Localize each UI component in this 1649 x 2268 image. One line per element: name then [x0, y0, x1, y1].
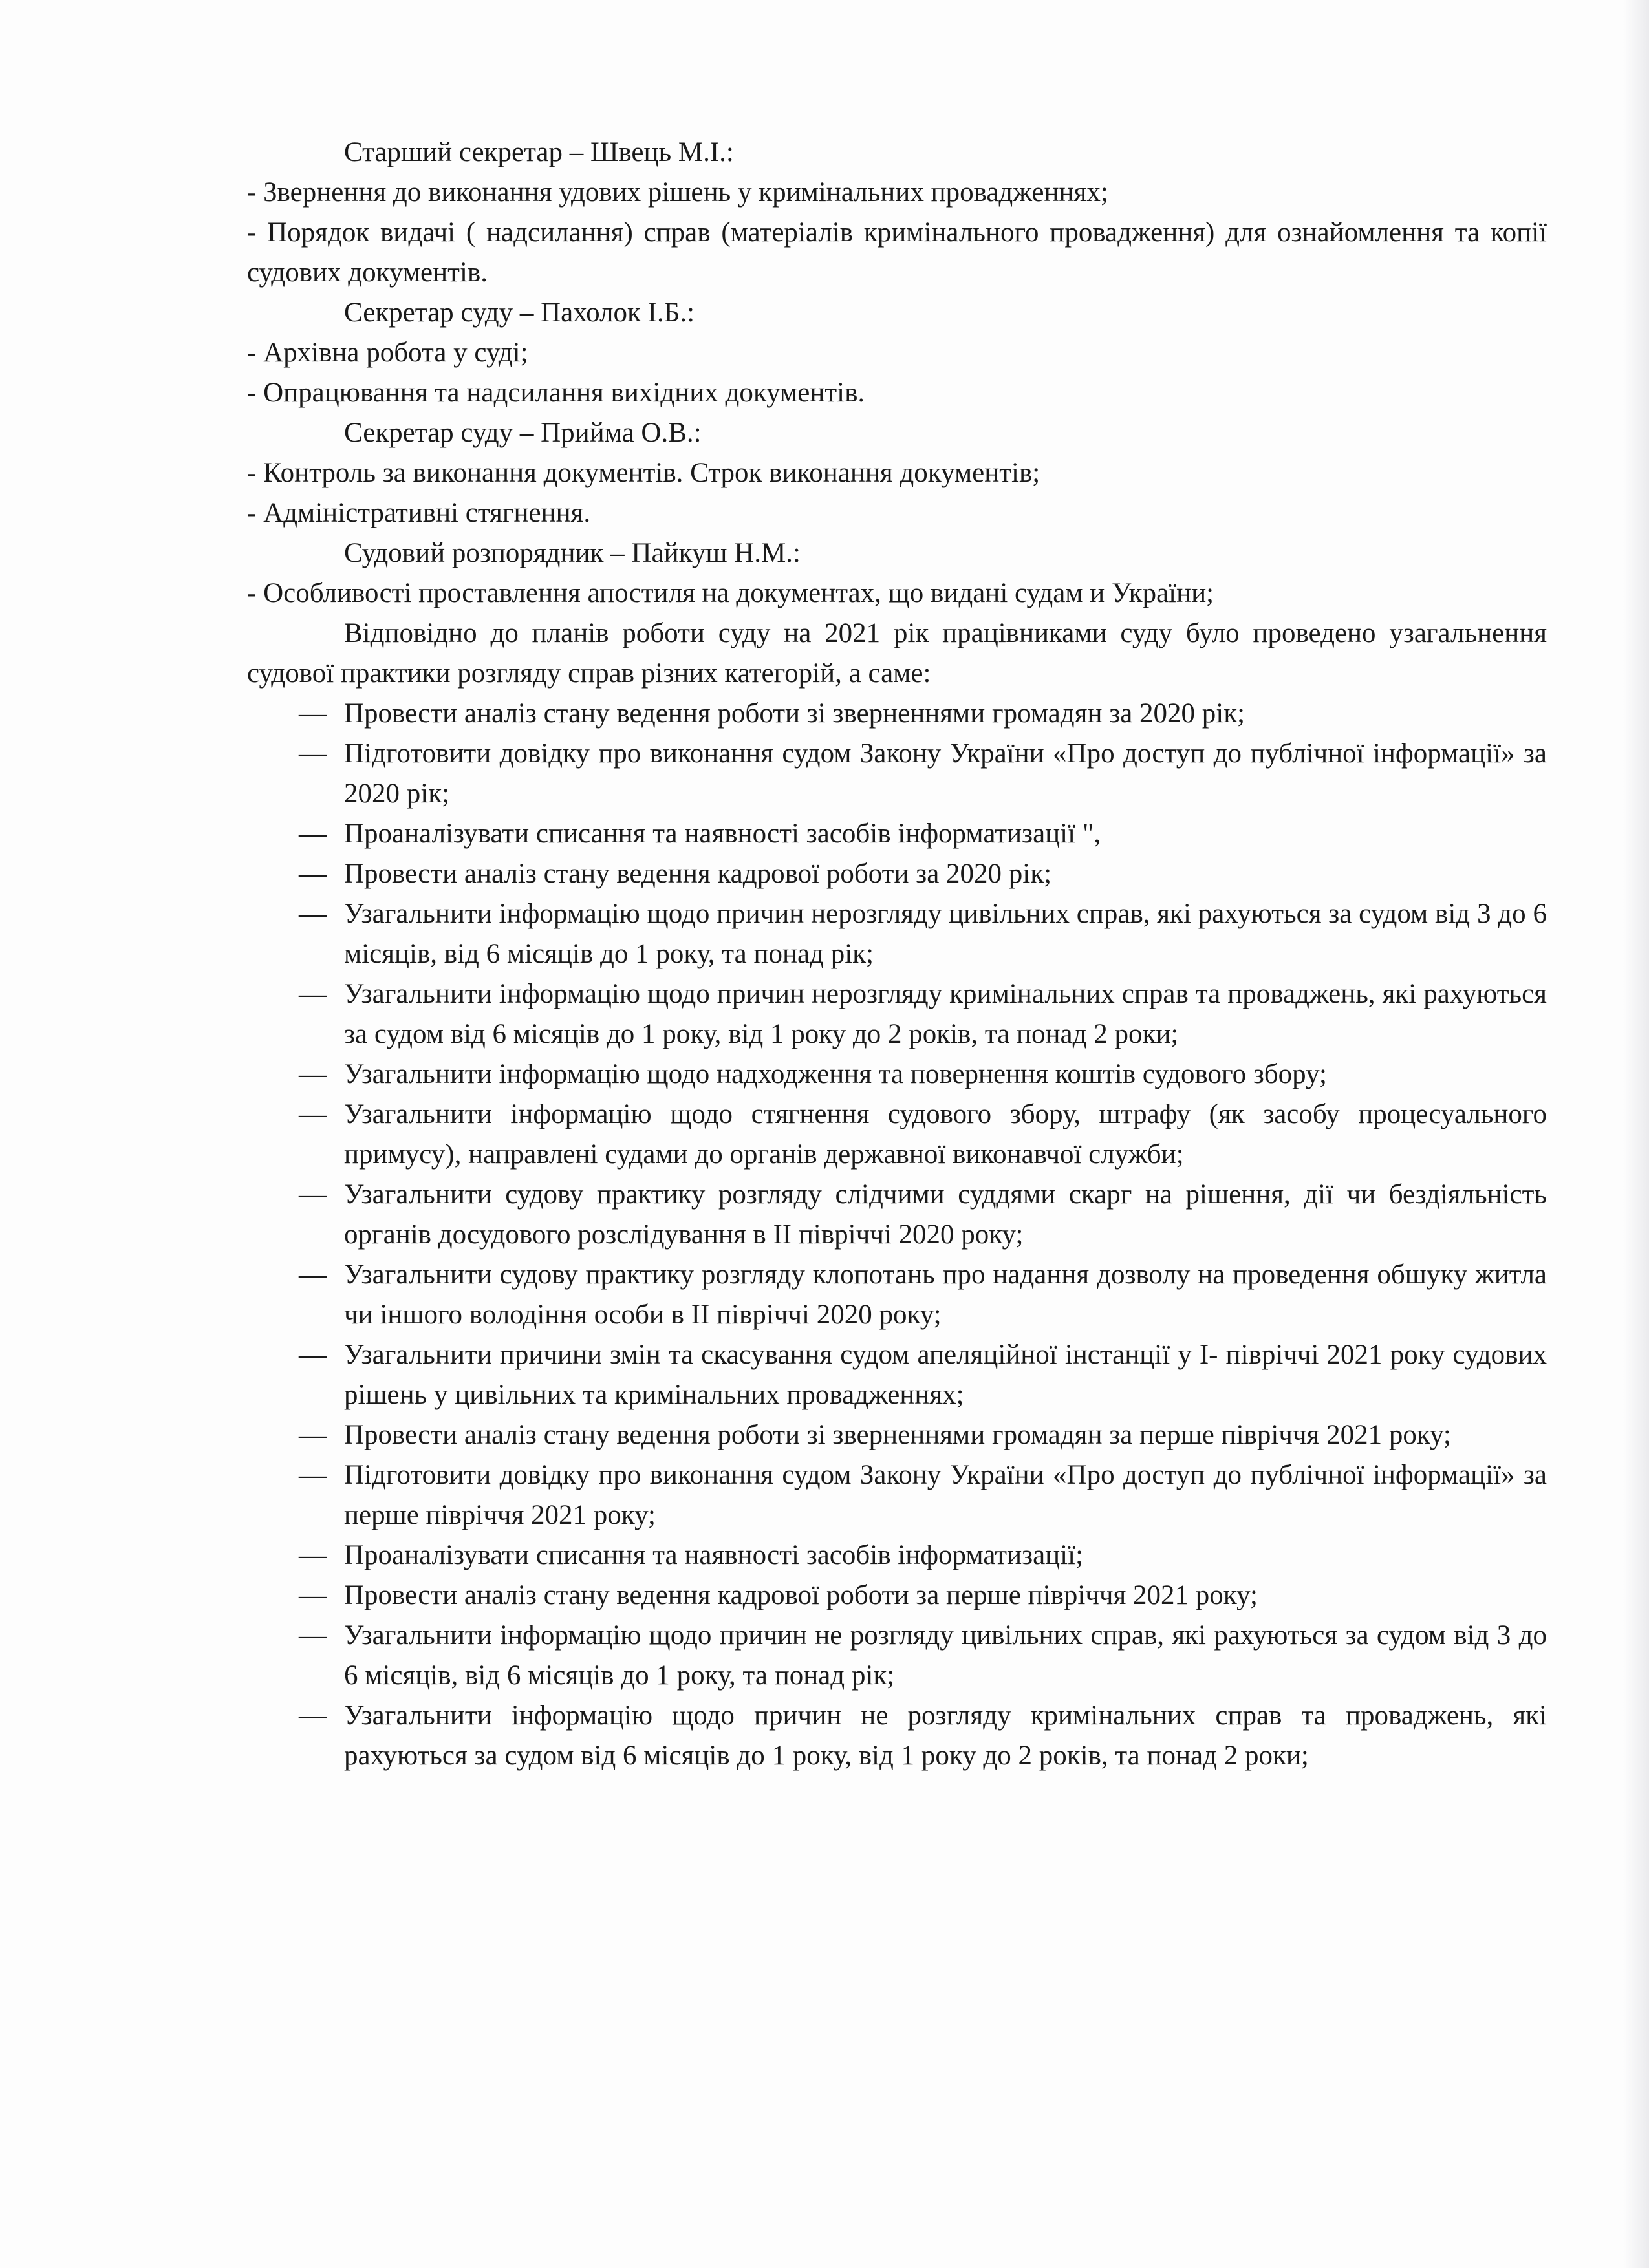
section-item: - Порядок видачі ( надсилання) справ (матеріалів кримінального провадження) для ознайомлення та копії судових документів.	[247, 217, 1547, 288]
task-text: Узагальнити причини змін та скасування судом апеляційної інстанції у І- півріччі 2021 року судових рішень у цивільних та кримінальних провадженнях;	[344, 1340, 1547, 1410]
task-text: Узагальнити інформацію щодо причин нерозгляду цивільних справ, які рахуються за судом від 3 до 6 місяців, від 6 місяців до 1 року, та понад рік;	[344, 899, 1547, 969]
dash-marker: —	[299, 1259, 327, 1290]
task-text: Узагальнити інформацію щодо надходження та повернення коштів судового збору;	[344, 1059, 1327, 1089]
dash-marker: —	[299, 899, 327, 929]
section-heading-pakholok: Секретар суду – Пахолок І.Б.:	[344, 297, 695, 328]
section-item: - Адміністративні стягнення.	[247, 498, 591, 528]
section-item: - Опрацювання та надсилання вихідних документів.	[247, 378, 865, 408]
task-text: Узагальнити інформацію щодо стягнення судового збору, штрафу (як засобу процесуального примусу), направлені судами до органів державної виконавчої служби;	[344, 1099, 1547, 1170]
task-item	[247, 1054, 1547, 1095]
task-item	[247, 974, 1547, 1054]
dash-marker: —	[299, 1540, 327, 1570]
task-item	[247, 1335, 1547, 1415]
task-item	[247, 1415, 1547, 1455]
dash-marker: —	[299, 1340, 327, 1370]
task-item	[247, 734, 1547, 814]
dash-marker: —	[299, 1420, 327, 1450]
dash-marker: —	[299, 1460, 327, 1490]
section-item: - Контроль за виконання документів. Строк виконання документів;	[247, 458, 1040, 488]
section-item: - Особливості проставлення апостиля на документах, що видані судам и України;	[247, 578, 1214, 608]
task-text: Підготовити довідку про виконання судом Закону України «Про доступ до публічної інформації» за 2020 рік;	[344, 738, 1547, 809]
section-heading-pryima: Секретар суду – Прийма О.В.:	[344, 418, 702, 448]
dash-marker: —	[299, 979, 327, 1009]
task-text: Підготовити довідку про виконання судом Закону України «Про доступ до публічної інформації» за перше півріччя 2021 року;	[344, 1460, 1547, 1530]
section-heading-paikush: Судовий розпорядник – Пайкуш Н.М.:	[344, 538, 801, 568]
task-item	[247, 894, 1547, 974]
dash-marker: —	[299, 1580, 327, 1610]
task-text: Узагальнити судову практику розгляду клопотань про надання дозволу на проведення обшуку житла чи іншого володіння особи в ІІ півріччі 2020 року;	[344, 1259, 1547, 1330]
task-text: Провести аналіз стану ведення роботи зі зверненнями громадян за 2020 рік;	[344, 698, 1245, 729]
task-text: Проаналізувати списання та наявності засобів інформатизації ",	[344, 818, 1101, 849]
task-text: Узагальнити інформацію щодо причин не розгляду кримінальних справ та проваджень, які рахуються за судом від 6 місяців до 1 року, від 1 року до 2 років, та понад 2 роки;	[344, 1700, 1547, 1771]
task-item	[247, 1175, 1547, 1255]
task-list	[247, 694, 1547, 1776]
task-item	[247, 1576, 1547, 1616]
section-item: - Архівна робота у суді;	[247, 337, 528, 368]
task-item	[247, 1095, 1547, 1175]
task-item	[247, 1696, 1547, 1776]
dash-marker: —	[299, 859, 327, 889]
task-item	[247, 854, 1547, 894]
task-text: Проаналізувати списання та наявності засобів інформатизації;	[344, 1540, 1084, 1570]
dash-marker: —	[299, 1099, 327, 1129]
task-item	[247, 814, 1547, 854]
section-heading-shvets: Старший секретар – Швець М.І.:	[344, 137, 734, 167]
task-item	[247, 1616, 1547, 1696]
task-text: Провести аналіз стану ведення кадрової роботи за перше півріччя 2021 року;	[344, 1580, 1258, 1610]
section-item: - Звернення до виконання удових рішень у кримінальних провадженнях;	[247, 177, 1108, 208]
task-text: Узагальнити судову практику розгляду слідчими суддями скарг на рішення, дії чи бездіяльність органів досудового розслідування в ІІ півріччі 2020 року;	[344, 1179, 1547, 1250]
task-item	[247, 1535, 1547, 1576]
document-body	[247, 133, 1547, 1776]
scan-shadow-edge	[1623, 0, 1649, 2268]
task-text: Провести аналіз стану ведення кадрової роботи за 2020 рік;	[344, 859, 1052, 889]
task-text: Провести аналіз стану ведення роботи зі зверненнями громадян за перше півріччя 2021 року;	[344, 1420, 1451, 1450]
task-item	[247, 1255, 1547, 1335]
task-item	[247, 694, 1547, 734]
task-item	[247, 1455, 1547, 1535]
dash-marker: —	[299, 818, 327, 849]
dash-marker: —	[299, 738, 327, 769]
task-text: Узагальнити інформацію щодо причин нерозгляду кримінальних справ та проваджень, які рахуються за судом від 6 місяців до 1 року, від 1 року до 2 років, та понад 2 роки;	[344, 979, 1547, 1049]
dash-marker: —	[299, 1059, 327, 1089]
dash-marker: —	[299, 698, 327, 729]
dash-marker: —	[299, 1179, 327, 1210]
dash-marker: —	[299, 1700, 327, 1731]
dash-marker: —	[299, 1620, 327, 1651]
task-text: Узагальнити інформацію щодо причин не розгляду цивільних справ, які рахуються за судом від 3 до 6 місяців, від 6 місяців до 1 року, та понад рік;	[344, 1620, 1547, 1691]
intro-paragraph: Відповідно до планів роботи суду на 2021 рік працівниками суду було проведено узагальнення судової практики розгляду справ різних категорій, а саме:	[247, 618, 1547, 689]
